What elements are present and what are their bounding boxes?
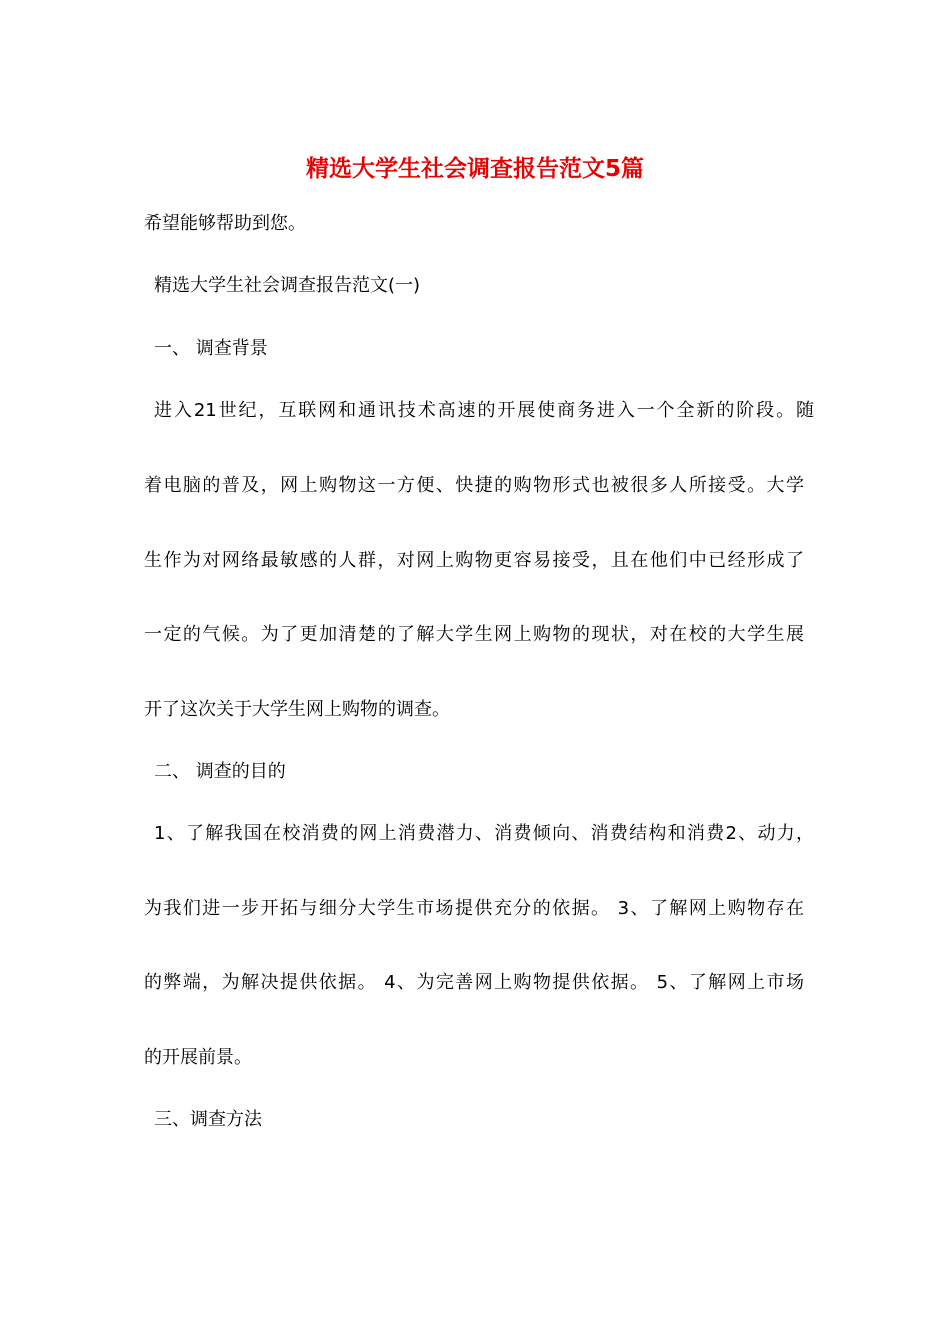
paragraph-line: 一定的气候。为了更加清楚的了解大学生网上购物的现状，对在校的大学生展 <box>144 624 804 645</box>
section-heading-background: 一、 调查背景 <box>154 338 268 359</box>
paragraph-line: 为我们进一步开拓与细分大学生市场提供充分的依据。 3、了解网上购物存在 <box>144 898 804 919</box>
paragraph-line: 的开展前景。 <box>144 1047 252 1068</box>
paragraph-line: 生作为对网络最敏感的人群，对网上购物更容易接受，且在他们中已经形成了 <box>144 550 804 571</box>
paragraph-line: 进入21世纪，互联网和通讯技术高速的开展使商务进入一个全新的阶段。随 <box>154 400 814 421</box>
section-heading-method: 三、调查方法 <box>154 1109 262 1130</box>
intro-line: 希望能够帮助到您。 <box>144 213 306 234</box>
section-heading-purpose: 二、 调查的目的 <box>154 761 286 782</box>
document-title: 精选大学生社会调查报告范文5篇 <box>305 156 644 182</box>
paragraph-line: 开了这次关于大学生网上购物的调查。 <box>144 699 450 720</box>
paragraph-line: 着电脑的普及，网上购物这一方便、快捷的购物形式也被很多人所接受。大学 <box>144 475 804 496</box>
section-heading-article-1: 精选大学生社会调查报告范文(一) <box>154 275 421 296</box>
paragraph-line: 1、了解我国在校消费的网上消费潜力、消费倾向、消费结构和消费2、动力， <box>154 823 814 844</box>
paragraph-line: 的弊端，为解决提供依据。 4、为完善网上购物提供依据。 5、了解网上市场 <box>144 972 804 993</box>
